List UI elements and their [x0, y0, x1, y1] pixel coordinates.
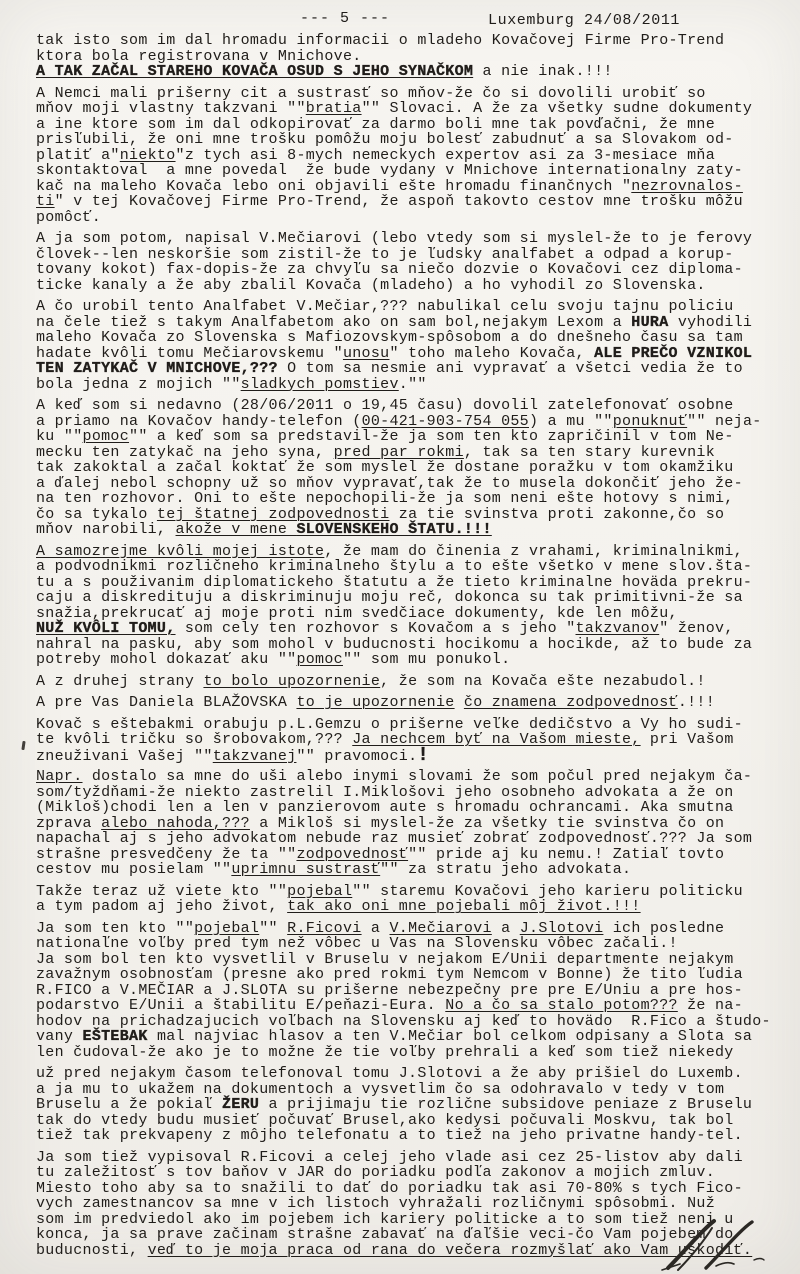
- text-line: [36, 800, 784, 816]
- text-run: uprimnu sustrasť: [231, 861, 381, 878]
- text-line: [36, 445, 784, 461]
- text-run: Miesto toho aby sa to snažili to dať do poriadku tak asi 70-80% s tych Fico-: [36, 1179, 743, 1197]
- text-line: [36, 983, 784, 999]
- text-run: tak zakoktal a začal koktať že som myslel že dostane poražku v tom okamžiku: [36, 459, 734, 476]
- page-number: --- 5 ---: [300, 10, 391, 27]
- text-run: napachal aj s jeho advokatom nebude raz musieť zobrať zodpovednosť.??? Ja som: [36, 830, 753, 847]
- text-line: [36, 732, 784, 748]
- text-run: A čo urobil tento Analfabet V.Mečiar,??? nabulikal celu svoju tajnu policiu: [36, 298, 734, 315]
- text-run: a: [491, 919, 520, 937]
- text-line: [36, 148, 784, 164]
- text-run: [455, 694, 464, 711]
- text-run: tej štatnej zodpovednosti: [156, 505, 390, 523]
- text-run: tovany kokot) fax-dopis-že za chvyľu sa niečo dozvie o Kovačovi cez diploma-: [36, 261, 743, 278]
- text-run: už pred nejakym časom telefonoval tomu J.Slotovi a že aby prišiel do Luxemb.: [36, 1065, 743, 1082]
- text-line: [36, 179, 784, 195]
- text-run: "": [259, 919, 288, 937]
- text-line: [36, 1045, 784, 1061]
- text-run: potreby mohol dokazať aku "": [36, 651, 297, 668]
- text-line: [36, 921, 784, 937]
- text-run: nahral na pasku, aby som mohol v buducnosti hocikomu a hocikde, až to bude za: [36, 635, 753, 653]
- text-run: tak ako oni mne pojebali môj život.!!!: [287, 898, 641, 915]
- text-run: mňov moji vlastny takzvani "": [36, 100, 306, 117]
- text-line: [36, 1128, 784, 1144]
- text-run: TEN ZATYKAČ V MNICHOVE,???: [36, 360, 278, 377]
- text-run: Kovač s eštebakmi orabuju p.L.Gemzu o prišerne veľke dedičstvo a Vy ho sudi-: [36, 715, 743, 733]
- text-line: [36, 743, 784, 766]
- text-line: [36, 952, 784, 968]
- text-run: pri Vašom: [640, 731, 734, 748]
- text-run: som cely ten rozhovor s Kovačom a s jeho ": [175, 620, 576, 637]
- paragraph: [36, 544, 784, 668]
- text-line: [36, 398, 784, 414]
- paragraph: [36, 398, 784, 538]
- text-line: [36, 967, 784, 983]
- text-run: NUŽ KVÔLI TOMU,: [36, 620, 176, 637]
- text-run: "" neja-: [687, 412, 762, 430]
- text-run: pomoc: [296, 651, 343, 668]
- text-run: Bruselu a že pokiaľ: [36, 1096, 223, 1113]
- text-run: Ja som tiež vypisoval R.Ficovi a celej jeho vlade asi cez 25-listov aby dali: [36, 1148, 743, 1166]
- signature-scribble: [654, 1218, 784, 1274]
- text-run: tak do vtedy budu musieť počuvať Brusel,ako kedysi počuvali Moskvu, tak bol: [36, 1111, 734, 1129]
- text-run: nationaľne voľby pred tym než vôbec u Vas na Slovensku vôbec začali.!: [36, 935, 678, 952]
- text-run: pomôcť.: [36, 208, 102, 226]
- text-run: No a čo sa stalo potom???: [445, 997, 678, 1014]
- text-run: R.Ficovi: [287, 919, 362, 937]
- text-line: [36, 862, 784, 878]
- text-run: a tym padom aj jeho život,: [36, 898, 288, 915]
- text-run: nezrovnalos-: [631, 177, 743, 195]
- text-run: dostalo sa mne do uši alebo inymi slovami že som počul pred nejakym ča-: [82, 768, 753, 785]
- text-run: a Mikloš si myslel-že za všetky tie svinstva čo on: [249, 814, 725, 832]
- text-run: pojebal: [287, 882, 353, 900]
- text-run: strašne presvedčeny že ta "": [36, 845, 297, 863]
- text-run: "" pride aj ku nemu.! Zatiaľ tovto: [408, 845, 725, 863]
- text-line: [36, 299, 784, 315]
- text-run: "" pravomoci.: [296, 747, 418, 765]
- text-line: [36, 194, 784, 210]
- text-run: pomoc: [82, 428, 130, 445]
- text-run: bola jedna z mojich "": [36, 375, 241, 393]
- text-run: Ja nechcem byť na Vašom mieste,: [352, 731, 641, 748]
- text-line: [36, 936, 784, 952]
- text-run: a ďalej nebol schopny už so mňov vypravať,tak že to musela dokončiť jeho že-: [36, 474, 743, 492]
- text-run: "" za stratu jeho advokata.: [380, 861, 632, 878]
- text-run: sladkych pomstiev: [240, 375, 399, 393]
- text-run: bratia: [305, 100, 362, 117]
- text-line: [36, 544, 784, 560]
- paragraph: [36, 695, 784, 711]
- text-run: zavažnym osobnosťam (presne ako pred rokmi tym Nemcom v Bonne) že tito ľudia: [36, 966, 743, 983]
- text-run: a: [361, 919, 390, 937]
- text-line: [36, 491, 784, 507]
- text-run: "" som mu ponukol.: [342, 651, 511, 668]
- text-line: [36, 278, 784, 294]
- paragraph: [36, 674, 784, 690]
- text-run: som/tyždňami-že niekto zastrelil I.Miklošovi jeho osobneho advokata a že on: [36, 783, 734, 801]
- text-line: [36, 101, 784, 117]
- text-run: caju a diskredituju a diskriminuju moju reč, dokonca su tak primitivni-že sa: [36, 589, 743, 606]
- text-line: [36, 621, 784, 637]
- text-run: A keď som si nedavno (28/06/2011 o 19,45 času) dovolil zatelefonovať osobne: [36, 397, 734, 414]
- text-run: na ten rozhovor. Oni to ešte nepochopili-že ja som neni ešte hotovy s nimi,: [36, 490, 734, 507]
- text-run: mňov narobili,: [36, 521, 176, 538]
- text-run: alebo nahoda,???: [101, 814, 250, 832]
- text-run: (Mikloš)chodi len a len v panzierovom aute s hromadu ochrancami. Aka smutna: [36, 799, 734, 816]
- text-run: snažia,prekrucať aj moje proti nim svedčiace dokumenty, kde len môžu,: [36, 604, 678, 622]
- text-run: že na-: [677, 997, 743, 1014]
- text-run: buducnosti,: [36, 1241, 148, 1259]
- text-run: vyhodili: [668, 313, 753, 331]
- text-run: R.FICO a V.MEČIAR a J.SLOTA su prišerne nebezpečny pre pre E/Uniu a pre hos-: [36, 981, 743, 999]
- text-line: [36, 86, 784, 102]
- text-line: [36, 210, 784, 226]
- text-line: [36, 816, 784, 832]
- text-line: [36, 1196, 784, 1212]
- text-run: len čudoval-že ako je to možne že tie voľby prehrali a keď som tiež niekedy: [36, 1043, 734, 1061]
- text-line: [36, 695, 784, 711]
- text-run: takzvanej: [212, 747, 297, 765]
- text-run: a nie inak.!!!: [473, 63, 613, 80]
- text-run: !: [417, 743, 430, 766]
- text-run: hodov na prichadzajucich voľbach na Slovensku aj keď to hovädo R.Fico a študo-: [36, 1012, 771, 1030]
- text-line: [36, 1181, 784, 1197]
- text-line: [36, 163, 784, 179]
- margin-tick-mark: [21, 741, 25, 750]
- dateline: Luxemburg 24/08/2011: [488, 12, 681, 29]
- text-run: " v tej Kovačovej Firme Pro-Trend, že aspoň takovto cestov mne trošku môžu: [54, 193, 743, 210]
- text-line: [36, 33, 784, 49]
- text-run: konca, ja sa prave začinam strašne zabavať na ďaľšie veci-čo Vam pojebem do: [36, 1226, 734, 1243]
- text-line: [36, 785, 784, 801]
- paragraph: [36, 33, 784, 80]
- text-run: mecku ten zatykač na jeho syna,: [36, 443, 334, 461]
- text-line: [36, 346, 784, 362]
- text-run: Ja som ten kto "": [36, 919, 195, 937]
- text-run: J.Slotovi: [519, 919, 604, 937]
- paragraph: [36, 1066, 784, 1144]
- text-run: unosu: [342, 344, 390, 362]
- text-run: V.Mečiarovi: [389, 919, 492, 937]
- text-run: ku "": [36, 428, 83, 445]
- text-line: [36, 361, 784, 377]
- text-line: [36, 414, 784, 430]
- text-line: [36, 559, 784, 575]
- text-line: [36, 575, 784, 591]
- text-line: [36, 1014, 784, 1030]
- text-run: ŽERU: [222, 1096, 260, 1113]
- text-line: [36, 315, 784, 331]
- text-run: A Nemci mali prišerny cit a sustrasť so mňov-že čo si dovolili urobiť so: [36, 84, 706, 102]
- text-run: ponuknuť: [612, 412, 688, 430]
- text-run: "z tych asi 8-mych nemeckych expertov asi za 3-mesiace mňa: [175, 146, 716, 164]
- text-line: [36, 674, 784, 690]
- text-run: vany: [36, 1028, 83, 1045]
- text-run: SLOVENSKEHO ŠTATU.!!!: [296, 521, 492, 538]
- text-line: [36, 1165, 784, 1181]
- text-line: [36, 476, 784, 492]
- text-run: maleho Kovača zo Slovenska s Mafiozovskym-spôsobom a do dnešneho času sa tam: [36, 329, 743, 346]
- text-run: HURA: [631, 313, 669, 331]
- text-run: zodpovednosť: [296, 845, 409, 863]
- page-header: [0, 10, 800, 30]
- text-line: [36, 522, 784, 538]
- text-run: , že mam do činenia z vrahami, kriminalnikmi,: [324, 542, 743, 560]
- paragraph: [36, 921, 784, 1061]
- text-run: vych zamestnancov sa mne v ich listoch vyhražali rozličnymi spôsobmi. Nuž: [36, 1195, 716, 1212]
- text-run: zneuživani Vašej "": [36, 747, 213, 765]
- text-line: [36, 247, 784, 263]
- paragraph: [36, 717, 784, 764]
- text-line: [36, 998, 784, 1014]
- text-run: akože v mene: [175, 521, 297, 538]
- text-line: [36, 460, 784, 476]
- text-line: [36, 64, 784, 80]
- text-run: " ženov,: [659, 620, 734, 637]
- text-line: [36, 1113, 784, 1129]
- text-run: "" a keď som sa predstavil-že ja som ten kto zapričinil v tom Ne-: [129, 428, 734, 445]
- text-run: "" Slovaci. A že za všetky sudne dokumenty: [361, 100, 753, 117]
- text-run: to bolo upozornenie: [203, 672, 381, 690]
- text-line: [36, 769, 784, 785]
- text-line: [36, 1082, 784, 1098]
- text-run: Takže teraz už viete kto "": [36, 882, 288, 900]
- text-run: , že som na Kovača ešte nezabudol.!: [380, 672, 706, 690]
- text-run: skontaktoval a mne povedal že bude vydany v Mnichove internationalny zaty-: [36, 162, 743, 179]
- text-run: te kvôli tričku so šrobovakom,???: [36, 731, 353, 748]
- paragraph: [36, 299, 784, 392]
- text-run: ."": [398, 375, 427, 393]
- text-run: cestov mu posielam "": [36, 861, 232, 878]
- document-body: [36, 33, 784, 1264]
- text-run: ALE PREČO VZNIKOL: [594, 344, 753, 362]
- text-run: 00-421-903-754 055: [361, 412, 529, 430]
- paragraph: [36, 769, 784, 878]
- text-line: [36, 507, 784, 523]
- text-run: O tom sa nesmie ani vypravať a všetci vedia že to: [277, 360, 743, 377]
- text-run: pred par rokmi: [333, 443, 464, 461]
- text-run: tu a s použivanim diplomatickeho štatutu a že tieto kriminalne hoväda prekru-: [36, 573, 753, 591]
- text-line: [36, 262, 784, 278]
- text-run: a ine ktore som im dal odkopirovať za darmo boli mne tak povďačni, že mne: [36, 115, 716, 133]
- paragraph: [36, 884, 784, 915]
- text-run: za tie svinstva proti zakonne,čo so: [389, 505, 725, 523]
- text-run: a priamo na Kovačov handy-telefon (: [36, 412, 362, 430]
- text-run: a ja mu to ukažem na dokumentoch a vysvetlim čo sa odohravalo v tedy v tom: [36, 1080, 725, 1098]
- text-line: [36, 1150, 784, 1166]
- text-run: Ja som bol ten kto vysvetlil v Bruselu v nejakom E/Unii departmente nejakym: [36, 950, 734, 968]
- text-run: a podvodnikmi rozličneho kriminalneho štylu a to ešte všetko v mene slov.šta-: [36, 558, 753, 575]
- text-line: [36, 132, 784, 148]
- text-run: veď to je moja praca od rana do večera rozmyšlať ako Vam uškodiť.: [147, 1241, 753, 1259]
- text-run: hadate kvôli tomu Mečiarovskemu ": [36, 344, 343, 362]
- text-run: tak isto som im dal hromadu informacii o mladeho Kovačovej Firme Pro-Trend: [36, 32, 725, 49]
- text-run: prisľubili, že oni mne trošku pomôžu moju bolesť zabudnuť a sa Slovakom od-: [36, 131, 734, 148]
- text-run: A z druhej strany: [36, 672, 204, 690]
- paragraph: [36, 86, 784, 226]
- text-run: ti: [36, 193, 55, 210]
- text-run: kač na maleho Kovača lebo oni objavili ešte hromadu finančnych ": [36, 177, 632, 195]
- text-run: niekto: [119, 146, 176, 164]
- text-line: [36, 377, 784, 393]
- text-run: to je upozornenie: [296, 694, 455, 711]
- text-run: čo znamena zodpovednosť: [463, 694, 678, 711]
- text-line: [36, 899, 784, 915]
- text-line: [36, 231, 784, 247]
- text-run: A TAK ZAČAL STAREHO KOVAČA OSUD S JEHO SYNAČKOM: [36, 63, 474, 80]
- text-run: podarstvo E/Unii a štabilitu E/peňazi-Eura.: [36, 997, 446, 1014]
- text-run: tiež tak prekvapeny z môjho telefonatu a to tiež na jeho privatne handy-tel.: [36, 1127, 743, 1144]
- text-run: " toho maleho Kovača,: [389, 344, 595, 362]
- text-run: "" staremu Kovačovi jeho karieru politicku: [352, 882, 743, 900]
- text-line: [36, 652, 784, 668]
- text-line: [36, 831, 784, 847]
- text-run: pojebal: [194, 919, 260, 937]
- text-line: [36, 847, 784, 863]
- text-run: zprava: [36, 814, 102, 832]
- text-run: som im predviedol ako im pojebem ich kariery politicke a to som tiež neni u: [36, 1210, 734, 1228]
- text-run: ich posledne: [603, 919, 725, 937]
- text-run: takzvanov: [575, 620, 660, 637]
- text-run: na čele tiež s takym Analfabetom ako on sam bol,nejakym Lexom a: [36, 313, 632, 331]
- text-run: tu zaležitosť s tov baňov v JAR do poriadku podľa zakonov a mojich zmluv.: [36, 1164, 716, 1181]
- paragraph: [36, 231, 784, 293]
- text-line: [36, 1066, 784, 1082]
- text-run: a prijimaju tie rozlične subsidove peniaze z Bruselu: [259, 1096, 753, 1113]
- text-run: .!!!: [677, 694, 716, 711]
- text-run: A ja som potom, napisal V.Mečiarovi (lebo vtedy som si myslel-že to je ferovy: [36, 230, 753, 247]
- text-run: EŠTEBAK: [82, 1028, 148, 1045]
- text-line: [36, 717, 784, 733]
- text-run: ktora bola registrovana v Mnichove.: [36, 47, 362, 65]
- text-run: človek--len neskoršie som zistil-že to je ľudsky analfabet a odpad a korup-: [36, 245, 734, 263]
- text-line: [36, 330, 784, 346]
- text-run: A pre Vas Daniela BLAŽOVSKA: [36, 694, 297, 711]
- text-line: [36, 590, 784, 606]
- text-run: čo sa tykalo: [36, 505, 157, 523]
- text-line: [36, 637, 784, 653]
- text-run: , tak sa ten stary kurevnik: [463, 443, 716, 461]
- text-line: [36, 1029, 784, 1045]
- text-run: ) a mu "": [529, 412, 613, 430]
- text-line: [36, 117, 784, 133]
- text-line: [36, 429, 784, 445]
- text-run: platiť a": [36, 146, 120, 164]
- text-run: Napr.: [36, 768, 83, 785]
- text-line: [36, 49, 784, 65]
- text-run: ticke kanaly a že aby zbalil Kovača (mladeho) a ho vyhodil zo Slovenska.: [36, 276, 706, 294]
- text-run: mal najviac hlasov a ten V.Mečiar bol celkom odpisany a Slota sa: [147, 1028, 753, 1045]
- text-line: [36, 606, 784, 622]
- text-line: [36, 884, 784, 900]
- text-line: [36, 1097, 784, 1113]
- text-run: A samozrejme kvôli mojej istote: [36, 542, 325, 560]
